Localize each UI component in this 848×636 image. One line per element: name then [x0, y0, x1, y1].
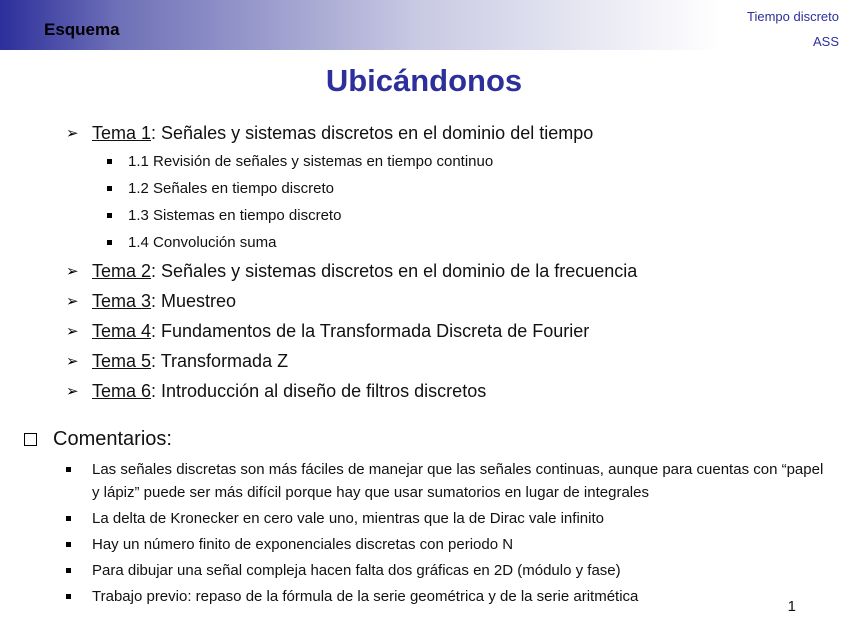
comment-text: Trabajo previo: repaso de la fórmula de la serie geométrica y de la serie aritmética [92, 588, 639, 605]
topic-item [66, 256, 637, 286]
arrow-bullet-icon: ➢ [66, 263, 79, 280]
comment-text: La delta de Kronecker en cero vale uno, mientras que la de Dirac vale infinito [92, 510, 604, 527]
subtopic-item [107, 175, 637, 202]
topic-description: : Fundamentos de la Transformada Discreta de Fourier [151, 320, 590, 341]
topic-name: Tema 6 [92, 380, 152, 401]
arrow-bullet-icon: ➢ [66, 383, 79, 400]
arrow-bullet-icon: ➢ [66, 293, 79, 310]
topic-name: Tema 4 [92, 320, 152, 341]
subtopic-item [107, 229, 637, 256]
topic-description: : Señales y sistemas discretos en el dominio del tiempo [151, 122, 594, 143]
subtopic-label: 1.3 Sistemas en tiempo discreto [128, 207, 342, 224]
comments-list [66, 458, 826, 611]
topic-item [66, 286, 637, 316]
topic-item [66, 118, 637, 256]
comment-item [66, 458, 826, 504]
square-bullet-icon [107, 186, 112, 191]
subtopic-item [107, 148, 637, 175]
subject-name: ASS [812, 34, 839, 49]
square-bullet-icon [66, 516, 71, 521]
subtopic-item [107, 202, 637, 229]
topic-item [66, 346, 637, 376]
checkbox-bullet-icon [24, 433, 37, 446]
comment-text: Hay un número finito de exponenciales discretas con periodo N [92, 536, 514, 553]
topic-name: Tema 2 [92, 260, 152, 281]
subtopic-label: 1.4 Convolución suma [128, 234, 277, 251]
comments-heading [24, 428, 172, 451]
square-bullet-icon [107, 240, 112, 245]
page-number: 1 [787, 598, 796, 615]
arrow-bullet-icon: ➢ [66, 353, 79, 370]
topic-item [66, 316, 637, 346]
subtopic-list [66, 148, 637, 256]
slide-title: Ubicándonos [325, 63, 523, 98]
square-bullet-icon [107, 159, 112, 164]
course-name: Tiempo discreto [747, 9, 839, 24]
arrow-bullet-icon: ➢ [66, 125, 79, 142]
comment-text: Las señales discretas son más fáciles de manejar que las señales continuas, aunque para cuentas con “papel y lápiz” puede ser más difícil porque hay que usar sumatorios en lugar de integrales [92, 461, 824, 501]
comment-text: Para dibujar una señal compleja hacen falta dos gráficas en 2D (módulo y fase) [92, 562, 621, 579]
topic-name: Tema 3 [92, 290, 152, 311]
comment-item [66, 585, 826, 608]
topic-list [66, 118, 637, 406]
square-bullet-icon [66, 467, 71, 472]
subtopic-label: 1.1 Revisión de señales y sistemas en tiempo continuo [128, 153, 494, 170]
comment-item [66, 533, 826, 556]
topic-name: Tema 1 [92, 122, 152, 143]
comment-item [66, 559, 826, 582]
square-bullet-icon [107, 213, 112, 218]
topic-description: : Muestreo [151, 290, 237, 311]
comments-heading-label: Comentarios: [53, 428, 172, 450]
topic-description: : Introducción al diseño de filtros discretos [151, 380, 487, 401]
comment-item [66, 507, 826, 530]
square-bullet-icon [66, 568, 71, 573]
topic-description: : Señales y sistemas discretos en el dominio de la frecuencia [151, 260, 638, 281]
topic-description: : Transformada Z [151, 350, 289, 371]
topic-name: Tema 5 [92, 350, 152, 371]
subtopic-label: 1.2 Señales en tiempo discreto [128, 180, 334, 197]
arrow-bullet-icon: ➢ [66, 323, 79, 340]
topic-item [66, 376, 637, 406]
square-bullet-icon [66, 594, 71, 599]
section-label: Esquema [44, 20, 120, 39]
square-bullet-icon [66, 542, 71, 547]
